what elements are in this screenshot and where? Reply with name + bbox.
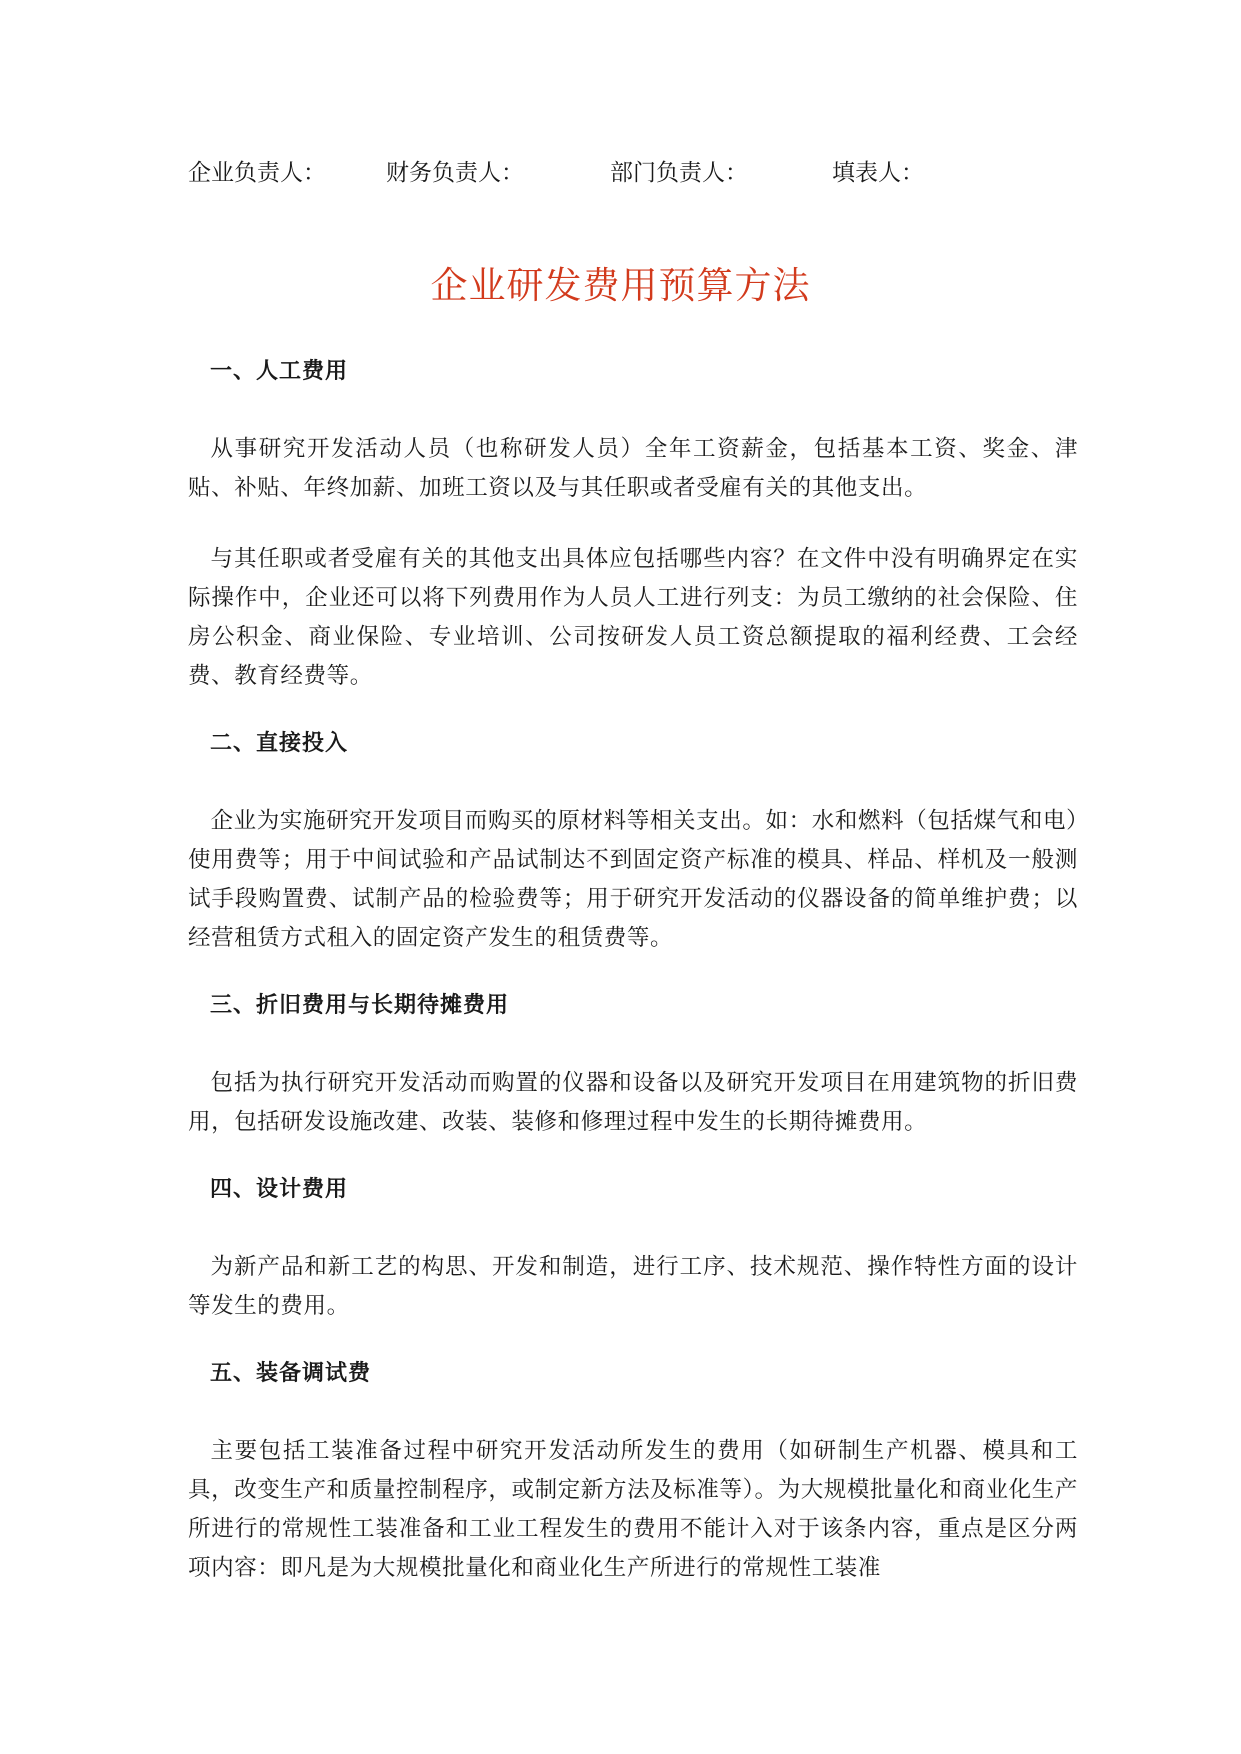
section-depreciation [188,990,1078,1142]
paragraph: 从事研究开发活动人员（也称研发人员）全年工资薪金，包括基本工资、奖金、津贴、补贴、年终加薪、加班工资以及与其任职或者受雇有关的其他支出。 [188,436,1078,501]
section-heading: 五、装备调试费 [210,1361,372,1386]
document-title: 企业研发费用预算方法 [430,264,811,307]
section-heading: 三、折旧费用与长期待摊费用 [210,993,510,1018]
finance-head-label: 财务负责人： [386,160,524,186]
section-heading: 四、设计费用 [210,1177,349,1202]
filler-label: 填表人： [832,160,924,186]
paragraph: 为新产品和新工艺的构思、开发和制造，进行工序、技术规范、操作特性方面的设计等发生的费用。 [188,1254,1078,1319]
document-body [188,356,1078,1588]
section-heading: 二、直接投入 [210,731,349,756]
paragraph: 主要包括工装准备过程中研究开发活动所发生的费用（如研制生产机器、模具和工具，改变生产和质量控制程序，或制定新方法及标准等）。为大规模批量化和商业化生产所进行的常规性工装准备和工业工程发生的费用不能计入对于该条内容，重点是区分两项内容：即凡是为大规模批量化和商业化生产所进行的常规性工装准 [188,1438,1078,1581]
section-design-costs [188,1174,1078,1326]
department-head-label: 部门负责人： [610,160,748,186]
section-personnel-costs [188,356,1078,696]
section-direct-input [188,728,1078,958]
paragraph: 企业为实施研究开发项目而购买的原材料等相关支出。如：水和燃料（包括煤气和电）使用费等；用于中间试验和产品试制达不到固定资产标准的模具、样品、样机及一般测试手段购置费、试制产品的检验费等；用于研究开发活动的仪器设备的简单维护费；以经营租赁方式租入的固定资产发生的租赁费等。 [188,808,1078,951]
paragraph: 与其任职或者受雇有关的其他支出具体应包括哪些内容？在文件中没有明确界定在实际操作中，企业还可以将下列费用作为人员人工进行列支：为员工缴纳的社会保险、住房公积金、商业保险、专业培训、公司按研发人员工资总额提取的福利经费、工会经费、教育经费等。 [188,546,1078,689]
company-head-label: 企业负责人： [188,160,326,186]
section-heading: 一、人工费用 [210,359,349,384]
paragraph: 包括为执行研究开发活动而购置的仪器和设备以及研究开发项目在用建筑物的折旧费用，包括研发设施改建、改装、装修和修理过程中发生的长期待摊费用。 [188,1070,1078,1135]
section-equipment-debugging [188,1358,1078,1588]
